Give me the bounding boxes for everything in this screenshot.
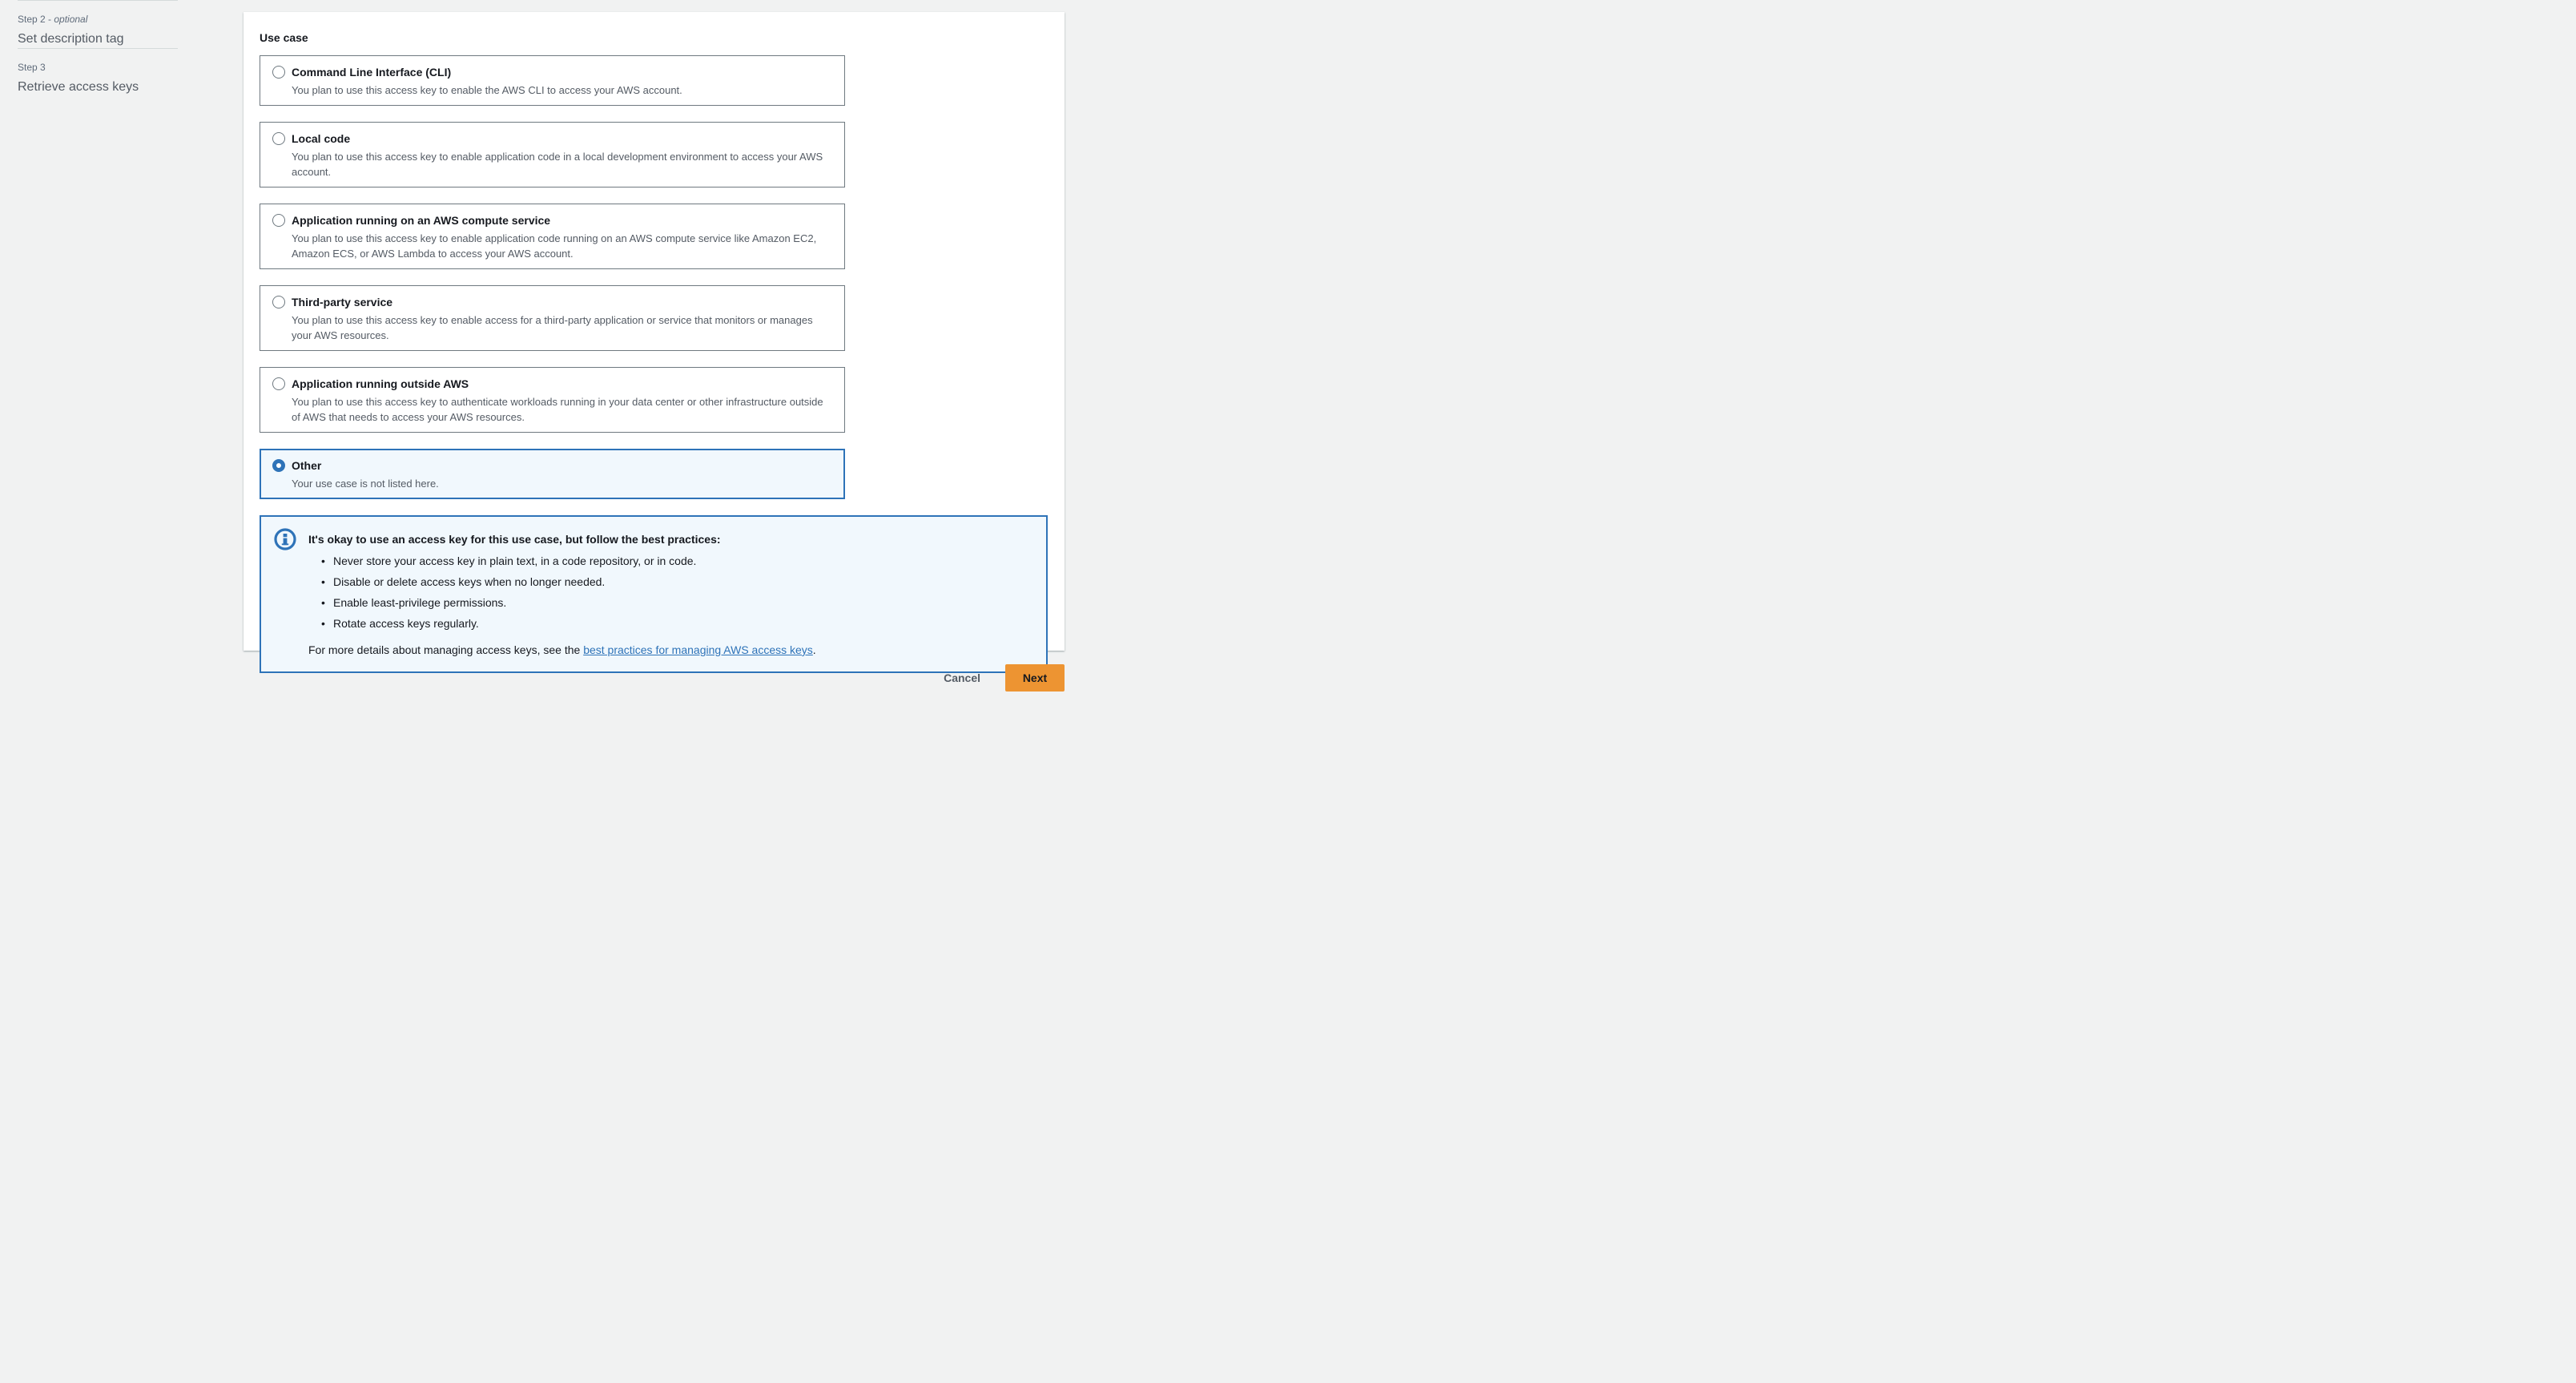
use-case-heading: Use case [260, 31, 308, 44]
option-description: You plan to use this access key to enable the AWS CLI to access your AWS account. [292, 84, 682, 96]
wizard-step-3 [18, 61, 178, 96]
sidebar-divider [18, 48, 178, 49]
best-practice-item: • Rotate access keys regularly. [316, 615, 1033, 631]
best-practice-item: • Never store your access key in plain text, in a code repository, or in code. [316, 553, 1033, 569]
radio-button[interactable] [272, 377, 285, 390]
cancel-button[interactable]: Cancel [944, 671, 980, 684]
best-practices-alert [260, 515, 1048, 673]
use-case-option-third-party-service[interactable] [260, 285, 845, 351]
option-description: You plan to use this access key to enable access for a third-party application or service that monitors or manages your AWS resources. [292, 314, 813, 341]
alert-heading: It's okay to use an access key for this use case, but follow the best practices: [308, 533, 721, 546]
use-case-panel [244, 12, 1065, 656]
best-practice-item: • Disable or delete access keys when no longer needed. [316, 574, 1033, 590]
radio-button[interactable] [272, 132, 285, 145]
use-case-option-list [260, 55, 1049, 499]
radio-button[interactable] [272, 296, 285, 308]
option-description: You plan to use this access key to authenticate workloads running in your data center or other infrastructure outside of AWS that needs to access your AWS resources. [292, 396, 823, 423]
option-description: You plan to use this access key to enable application code running on an AWS compute service like Amazon EC2, Amazon ECS, or AWS Lambda to access your AWS account. [292, 232, 817, 260]
use-case-option-local-code[interactable] [260, 122, 845, 187]
step-optional-label: optional [54, 14, 88, 25]
best-practices-list [308, 553, 1033, 631]
option-label: Application running on an AWS compute service [292, 214, 551, 227]
info-icon [274, 528, 296, 550]
option-label: Other [292, 459, 322, 472]
best-practices-link[interactable]: best practices for managing AWS access keys [583, 643, 813, 656]
wizard-actions [244, 664, 1065, 692]
sidebar-divider [18, 0, 178, 1]
step-label: Step 2 - optional [18, 14, 88, 25]
use-case-option-other[interactable] [260, 449, 845, 499]
use-case-option-command-line-interface-cli[interactable] [260, 55, 845, 106]
option-description: You plan to use this access key to enable application code in a local development environment to access your AWS account. [292, 151, 823, 178]
option-label: Local code [292, 132, 351, 145]
option-label: Application running outside AWS [292, 377, 469, 390]
wizard-steps-nav [18, 0, 178, 96]
alert-footer: For more details about managing access keys, see the best practices for managing AWS access keys. [308, 643, 816, 656]
radio-button[interactable] [272, 214, 285, 227]
radio-button[interactable] [272, 66, 285, 79]
option-label: Third-party service [292, 296, 393, 308]
alert-content [308, 528, 1033, 659]
next-button[interactable]: Next [1005, 664, 1065, 692]
radio-button[interactable] [272, 459, 285, 472]
use-case-option-application-running-outside-aws[interactable] [260, 367, 845, 433]
use-case-option-application-running-on-an-aws-compute-service[interactable] [260, 204, 845, 269]
best-practice-item: • Enable least-privilege permissions. [316, 595, 1033, 611]
wizard-step-2 [18, 13, 178, 48]
step-label: Step 3 [18, 62, 46, 73]
option-description: Your use case is not listed here. [292, 478, 439, 490]
sidebar-item-set-description-tag[interactable]: Set description tag [18, 32, 124, 46]
sidebar-item-retrieve-access-keys[interactable]: Retrieve access keys [18, 80, 139, 94]
option-label: Command Line Interface (CLI) [292, 66, 452, 79]
